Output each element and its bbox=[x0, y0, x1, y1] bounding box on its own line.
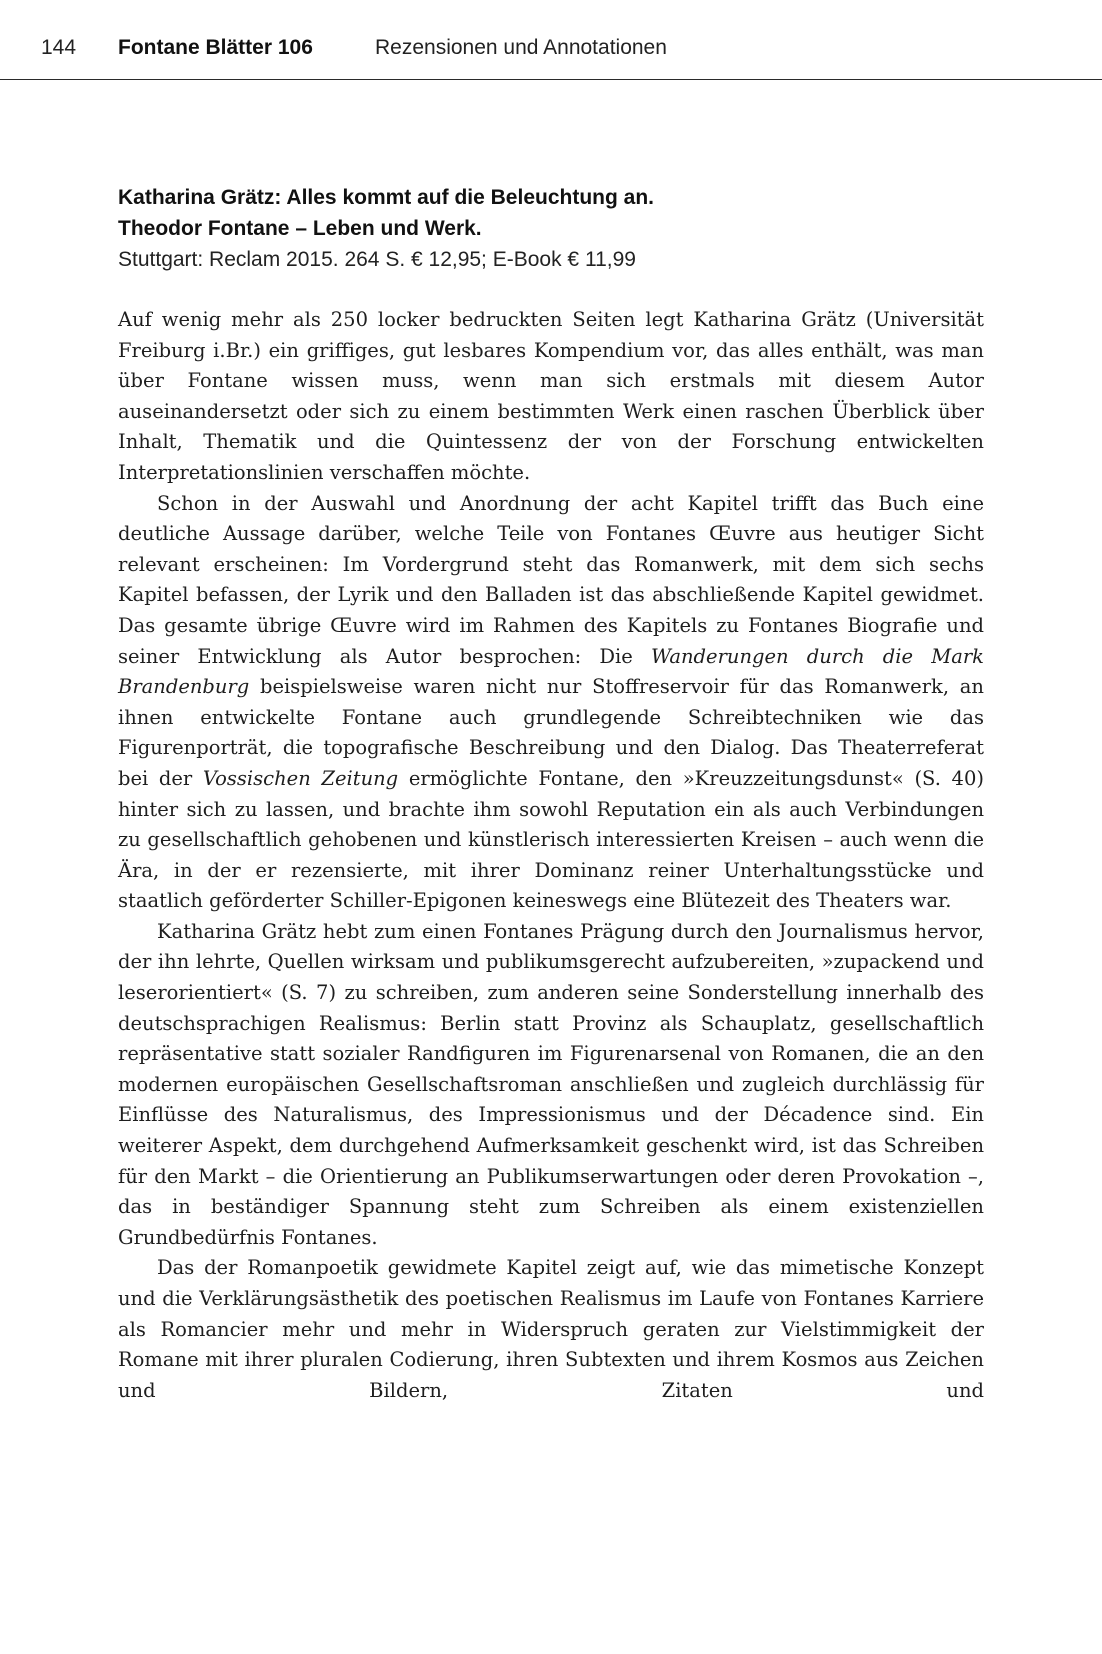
book-subtitle: Theodor Fontane – Leben und Werk. bbox=[118, 217, 482, 240]
running-head bbox=[0, 0, 1102, 80]
paragraph-4: Das der Romanpoetik gewidmete Kapitel zeigt auf, wie das mimetische Konzept und die Verklärungsästhetik des poetischen Realismus im Laufe von Fontanes Karriere als Romancier mehr und mehr in Widerspruch geraten zur Vielstimmigkeit der Romane mit ihrer pluralen Codierung, ihren Subtexten und ihrem Kosmos aus Zeichen und Bildern, Zitaten und bbox=[118, 1256, 984, 1402]
paragraph-2 bbox=[118, 489, 984, 917]
section-title: Rezensionen und Annotationen bbox=[375, 36, 667, 59]
paragraph-3: Katharina Grätz hebt zum einen Fontanes Prägung durch den Journalismus hervor, der ihn lehrte, Quellen wirksam und publikumsgerecht aufzubereiten, »zupackend und leserorientiert« (S. 7) zu schreiben, zum anderen seine Sonderstellung innerhalb des deutschsprachigen Realismus: Berlin statt Provinz als Schauplatz, gesellschaftlich repräsentative statt sozialer Randfiguren im Figurenarsenal von Romanen, die an den modernen europäischen Gesellschaftsroman anschließen und zugleich durchlässig für Einflüsse des Naturalismus, des Impressionismus und der Décadence sind. Ein weiterer Aspekt, dem durchgehend Aufmerksamkeit geschenkt wird, ist das Schreiben für den Markt – die Orientierung an Publikumserwartungen oder deren Provokation –, das in beständiger Spannung steht zum Schreiben als einem existenziellen Grundbedürfnis Fontanes. bbox=[118, 919, 984, 1249]
review-body bbox=[118, 305, 984, 1406]
page-number: 144 bbox=[41, 36, 77, 59]
book-author-title: Katharina Grätz: Alles kommt auf die Beleuchtung an. bbox=[118, 186, 654, 209]
review-article bbox=[118, 182, 984, 1406]
paragraph-2-part-c: ermöglichte Fontane, den »Kreuzzeitungsdunst« (S. 40) hinter sich zu lassen, und brachte ihm sowohl Reputation ein als auch Verbindungen zu gesellschaftlich gehobenen und künstlerisch interessierten Kreisen – auch wenn die Ära, in der er rezensierte, mit ihrer Dominanz reiner Unterhaltungsstücke und staatlich geförderter Schiller-Epigonen keineswegs eine Blütezeit des Theaters war. bbox=[118, 766, 984, 913]
paragraph-2-part-b: beispielsweise waren nicht nur Stoffreservoir für das Romanwerk, an ihnen entwickelte Fontane auch grundlegende Schreibtechniken wie das Figurenporträt, die topografische Beschreibung und den Dialog. Das Theaterreferat bei der bbox=[118, 675, 984, 790]
work-title-wanderungen: Wanderungen durch die Mark Brandenburg bbox=[118, 644, 984, 699]
book-heading bbox=[118, 182, 984, 244]
newspaper-title: Vossischen Zeitung bbox=[202, 766, 399, 790]
publication-info: Stuttgart: Reclam 2015. 264 S. € 12,95; E-Book € 11,99 bbox=[118, 248, 636, 271]
journal-title: Fontane Blätter 106 bbox=[118, 36, 313, 59]
paragraph-1: Auf wenig mehr als 250 locker bedruckten Seiten legt Katharina Grätz (Universität Freiburg i.Br.) ein griffiges, gut lesbares Kompendium vor, das alles enthält, was man über Fontane wissen muss, wenn man sich erstmals mit diesem Autor auseinandersetzt oder sich zu einem bestimmten Werk einen raschen Überblick über Inhalt, Thematik und die Quintessenz der von der Forschung entwickelten Interpretationslinien verschaffen möchte. bbox=[118, 308, 984, 484]
paragraph-2-part-a: Schon in der Auswahl und Anordnung der acht Kapitel trifft das Buch eine deutliche Aussage darüber, welche Teile von Fontanes Œuvre aus heutiger Sicht relevant erscheinen: Im Vordergrund steht das Romanwerk, mit dem sich sechs Kapitel befassen, der Lyrik und den Balladen ist das abschließende Kapitel gewidmet. Das gesamte übrige Œuvre wird im Rahmen des Kapitels zu Fontanes Biografie und seiner Entwicklung als Autor besprochen: Die bbox=[118, 491, 984, 668]
